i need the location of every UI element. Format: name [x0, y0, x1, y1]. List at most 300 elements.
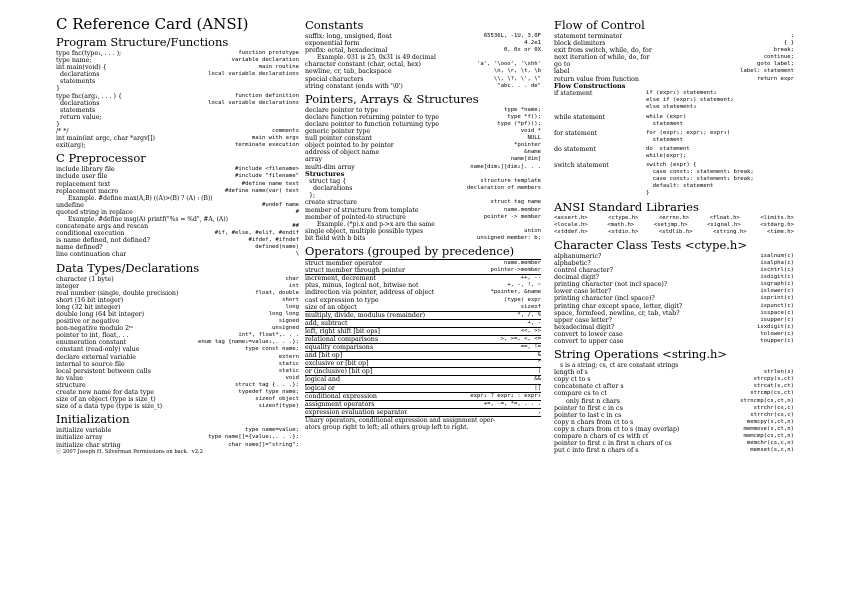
- construction-name: do statement: [554, 145, 596, 153]
- row-code: local variable declarations: [208, 99, 299, 106]
- row-description: declarations: [305, 185, 353, 193]
- column-2: [305, 16, 541, 431]
- row-code: char: [285, 275, 299, 282]
- operator-group: [305, 344, 541, 352]
- row-code: strlen(s): [763, 369, 794, 376]
- column-1: [56, 0, 299, 456]
- table-row: [554, 376, 794, 383]
- table-row: [305, 289, 541, 296]
- table-row: [554, 267, 794, 274]
- row-description: no value: [56, 374, 83, 382]
- table-row: [56, 181, 299, 188]
- table-row: [305, 320, 541, 327]
- table-row: [554, 33, 794, 40]
- row-code: type const name;: [245, 346, 299, 353]
- construction-name: for statement: [554, 129, 598, 137]
- row-description: type fnc(arg₁, . . . ) {: [56, 92, 123, 100]
- table-row: [305, 142, 541, 149]
- structures-table: [305, 178, 541, 199]
- library-header: <stdarg.h>: [760, 221, 794, 228]
- row-description: only first n chars: [554, 397, 621, 405]
- row-description: include library file: [56, 166, 115, 174]
- row-code: name[dim]: [510, 156, 541, 163]
- library-header: <float.h>: [709, 214, 740, 221]
- string-table: [554, 369, 794, 454]
- table-row: [56, 332, 299, 339]
- table-row: [305, 107, 541, 114]
- heading-preprocessor: C Preprocessor: [56, 151, 146, 166]
- table-row: [554, 295, 794, 302]
- row-description: name defined?: [56, 244, 103, 252]
- row-code: #include <filename>: [235, 166, 299, 173]
- row-code: unsigned member: b;: [477, 234, 541, 241]
- row-code: isalpha(c): [760, 259, 794, 266]
- row-description: logical and: [305, 376, 340, 384]
- row-code: isprint(c): [760, 295, 794, 302]
- table-row: [56, 311, 299, 318]
- operators-note: Unary operators, conditional expression and assignment oper- ators group right to left; all others group left to right.: [305, 416, 496, 431]
- row-code: ispunct(c): [760, 302, 794, 309]
- row-code: &&: [534, 376, 541, 383]
- row-description: multiply, divide, modulus (remainder): [305, 311, 426, 319]
- row-code: ||: [534, 384, 541, 391]
- row-description: include user file: [56, 173, 108, 181]
- table-row: [305, 385, 541, 392]
- row-description: increment, decrement: [305, 275, 376, 283]
- row-description: multi-dim array: [305, 163, 355, 171]
- row-description: statements: [56, 106, 96, 114]
- table-row: [305, 214, 541, 221]
- table-row: [554, 303, 794, 310]
- table-row: [56, 346, 299, 353]
- row-description: copy n chars from ct to s: [554, 418, 634, 426]
- row-code: \\, \?, \', \": [493, 75, 541, 82]
- row-description: cast expression to type: [305, 296, 379, 304]
- heading-structures: Structures: [305, 169, 345, 178]
- preprocessor-table-3: [56, 223, 299, 258]
- row-code: \n, \r, \t, \b: [493, 68, 541, 75]
- row-code: ++, --: [520, 275, 541, 282]
- table-row: [56, 251, 299, 258]
- operator-group: [305, 393, 541, 401]
- table-row: [56, 276, 299, 283]
- table-row: [554, 398, 794, 405]
- footer: ⓒ 2007 Joseph H. Silverman Permissions on back. v2.2: [56, 448, 203, 455]
- operator-group: [305, 328, 541, 336]
- heading-data-types: Data Types/Declarations: [56, 260, 200, 275]
- flow-construction-row: [554, 162, 794, 197]
- library-row: [554, 222, 794, 229]
- library-header: <setjmp.h>: [653, 221, 688, 228]
- heading-operators: Operators (grouped by precedence): [305, 244, 515, 259]
- row-description: exclusive or [bit op]: [305, 360, 369, 368]
- row-code: #include "filename": [235, 173, 299, 180]
- row-description: equality comparisons: [305, 344, 374, 352]
- table-row: [56, 50, 299, 57]
- table-row: [305, 344, 541, 351]
- construction-code: while (expr) statement: [646, 113, 687, 127]
- row-description: concatenate args and rescan: [56, 223, 149, 231]
- string-note: s is a string; cs, ct are constant strings: [560, 362, 679, 370]
- row-code: "abc. . . de": [497, 82, 541, 89]
- row-description: struct tag {: [305, 178, 347, 186]
- row-code: defined(name): [255, 244, 299, 251]
- row-code: long: [285, 303, 299, 310]
- row-description: alphabetic?: [554, 259, 591, 267]
- row-description: address of object name: [305, 149, 380, 157]
- table-row: [554, 369, 794, 376]
- row-description: control character?: [554, 267, 613, 275]
- row-description: initialize array: [56, 434, 103, 442]
- row-code: void: [285, 374, 299, 381]
- row-code: memchr(cs,c,n): [746, 440, 794, 447]
- row-code: { }: [783, 40, 794, 47]
- row-description: local persistent between calls: [56, 367, 151, 375]
- construction-code: if (expr₁) statement₁ else if (expr₂) statement₂ else statement₃: [646, 90, 734, 111]
- table-row: [554, 47, 794, 54]
- row-code: main with args: [251, 135, 299, 142]
- table-row: [56, 283, 299, 290]
- constants-table-2: [305, 61, 541, 89]
- flow-construction-row: [554, 114, 794, 128]
- row-code: break;: [773, 47, 794, 54]
- row-code: &: [537, 352, 541, 359]
- table-row: [56, 297, 299, 304]
- row-description: short (16 bit integer): [56, 296, 124, 304]
- row-code: strcat(s,ct): [753, 383, 794, 390]
- row-description: initialize char string: [56, 441, 121, 449]
- row-description: expression evaluation separator: [305, 408, 408, 416]
- table-row: [554, 40, 794, 47]
- row-description: size of an object: [305, 303, 357, 311]
- table-row: [56, 396, 299, 403]
- table-row: [554, 260, 794, 267]
- preprocessor-example-1: Example. #define max(A,B) ((A)>(B) ? (A) : (B)): [68, 194, 213, 202]
- row-description: compare n chars of cs with ct: [554, 433, 649, 440]
- heading-constants: Constants: [305, 18, 364, 32]
- row-code: isspace(c): [760, 309, 794, 316]
- table-row: [56, 188, 299, 195]
- row-description: indirection via pointer, address of object: [305, 289, 435, 297]
- row-code: static: [278, 367, 299, 374]
- row-description: internal to source file: [56, 360, 125, 368]
- table-row: [554, 317, 794, 324]
- row-description: long (32 bit integer): [56, 303, 121, 311]
- table-row: [56, 427, 299, 434]
- heading-character-class: Character Class Tests <ctype.h>: [554, 237, 747, 252]
- row-description: conditional expression: [305, 392, 377, 400]
- table-row: [56, 434, 299, 441]
- table-row: [305, 192, 541, 199]
- row-description: upper case letter?: [554, 316, 613, 324]
- library-header: <assert.h>: [554, 214, 588, 221]
- table-row: [56, 166, 299, 173]
- table-row: [305, 368, 541, 375]
- row-code: static: [278, 360, 299, 367]
- table-row: [305, 76, 541, 83]
- row-description: exit from switch, while, do, for: [554, 47, 652, 55]
- row-description: }: [56, 85, 61, 93]
- table-row: [305, 83, 541, 90]
- table-row: [554, 68, 794, 75]
- table-row: [305, 33, 541, 40]
- row-description: plus, minus, logical not, bitwise not: [305, 282, 419, 290]
- table-row: [56, 202, 299, 209]
- row-code: &name: [524, 149, 541, 156]
- row-code: long long: [268, 311, 299, 317]
- row-description: type name;: [56, 57, 92, 65]
- table-row: [56, 121, 299, 128]
- row-code: memmove(s,ct,n): [743, 425, 794, 432]
- table-row: [305, 185, 541, 192]
- library-header: <limits.h>: [760, 214, 794, 221]
- row-description: return value;: [56, 113, 102, 121]
- row-code: |: [537, 368, 541, 375]
- table-row: [56, 85, 299, 92]
- table-row: [305, 393, 541, 400]
- row-code: iscntrl(c): [760, 267, 794, 274]
- table-row: [56, 57, 299, 64]
- row-code: 0, 0x or 0X: [503, 47, 541, 54]
- row-description: declarations: [56, 71, 100, 79]
- ctype-table: [554, 253, 794, 345]
- operator-group: [305, 320, 541, 328]
- table-row: [56, 230, 299, 237]
- row-description: compare cs to ct: [554, 390, 607, 398]
- table-row: [554, 447, 794, 454]
- table-row: [305, 47, 541, 54]
- row-description: constant (read-only) value: [56, 346, 140, 354]
- preprocessor-table: [56, 166, 299, 194]
- row-description: declare pointer to type: [305, 106, 379, 114]
- row-description: generic pointer type: [305, 128, 371, 136]
- row-description: pointer to int, float,. . .: [56, 332, 129, 340]
- row-description: integer: [56, 282, 80, 290]
- row-description: lower case letter?: [554, 288, 612, 296]
- row-description: add, subtract: [305, 319, 348, 327]
- row-code: function prototype: [238, 50, 299, 56]
- row-code: #define name(var) text: [224, 187, 299, 194]
- table-row: [56, 375, 299, 382]
- heading-flow-of-control: Flow of Control: [554, 18, 645, 32]
- row-code: declaration of members: [466, 185, 541, 192]
- table-row: [56, 368, 299, 375]
- row-code: >, >=, <, <=: [500, 335, 541, 342]
- table-row: [554, 412, 794, 419]
- table-row: [56, 361, 299, 368]
- row-description: create new name for data type: [56, 389, 155, 397]
- preprocessor-example-2: Example. #define msg(A) printf("%s = %d", #A, (A)): [68, 215, 228, 223]
- table-row: [305, 297, 541, 304]
- row-code: #if, #else, #elif, #endif: [214, 230, 299, 237]
- row-description: statements: [56, 78, 96, 86]
- heading-initialization: Initialization: [56, 412, 130, 427]
- constants-example: Example. 031 is 25, 0x31 is 49 decimal: [317, 54, 436, 62]
- operators-table: [305, 259, 541, 417]
- row-code: isgraph(c): [760, 281, 794, 288]
- row-description: character (1 byte): [56, 275, 114, 283]
- row-code: ^: [537, 360, 541, 367]
- table-row: [56, 389, 299, 396]
- row-description: assignment operators: [305, 400, 375, 408]
- table-row: [56, 290, 299, 297]
- row-description: or (inclusive) [bit op]: [305, 368, 373, 376]
- row-code: tolower(c): [760, 330, 794, 337]
- row-description: next iteration of while, do, for: [554, 54, 650, 62]
- row-code: memset(s,c,n): [750, 447, 794, 454]
- row-code: enum tag {name₁=value₁,. . .};: [197, 339, 299, 346]
- table-row: [56, 318, 299, 325]
- row-description: newline, cr, tab, backspace: [305, 68, 392, 76]
- table-row: [554, 331, 794, 338]
- table-row: [305, 401, 541, 408]
- row-code: pointer -> member: [483, 213, 541, 220]
- library-header: <math.h>: [607, 221, 635, 228]
- row-description: double long (64 bit integer): [56, 311, 145, 318]
- row-code: +, -, !, ~: [507, 282, 541, 289]
- row-description: int main(int argc, char *argv[]): [56, 135, 155, 143]
- row-code: short: [282, 296, 299, 303]
- row-description: statement terminator: [554, 33, 623, 40]
- table-row: [554, 310, 794, 317]
- table-row: [305, 260, 541, 267]
- library-row: [554, 215, 794, 222]
- row-code: type name[]={value₁,. . .};: [208, 434, 299, 441]
- row-description: size of a data type (type is size_t): [56, 403, 163, 411]
- row-code: type *f();: [507, 113, 541, 120]
- row-description: declare external variable: [56, 353, 137, 361]
- pointers-table-3: [305, 228, 541, 242]
- table-row: [305, 376, 541, 383]
- row-code: main routine: [258, 64, 299, 71]
- table-row: [56, 142, 299, 149]
- flow-construction-row: [554, 130, 794, 144]
- table-row: [305, 352, 541, 359]
- row-description: type fnc(type₁, . . . );: [56, 50, 122, 57]
- row-description: bit field with b bits: [305, 234, 366, 242]
- heading-pointers: Pointers, Arrays & Structures: [305, 91, 479, 106]
- row-description: null pointer constant: [305, 135, 372, 143]
- construction-code: for (expr₁; expr₂; expr₃) statement: [646, 129, 731, 143]
- row-description: line continuation char: [56, 251, 127, 259]
- table-row: [56, 209, 299, 216]
- preprocessor-table-2: [56, 202, 299, 216]
- row-description: member of pointed-to structure: [305, 213, 406, 221]
- row-description: block delimiters: [554, 40, 606, 48]
- row-code: *pointer: [514, 142, 541, 149]
- row-code: int: [288, 282, 299, 289]
- row-code: sizeof object: [255, 396, 299, 403]
- row-code: #: [295, 208, 299, 215]
- table-row: [305, 282, 541, 289]
- table-row: [305, 360, 541, 367]
- operator-group: [305, 368, 541, 376]
- operator-group: [305, 352, 541, 360]
- table-row: [305, 178, 541, 185]
- row-description: replacement text: [56, 180, 111, 188]
- table-row: [305, 135, 541, 142]
- row-description: left, right shift [bit ops]: [305, 327, 380, 335]
- row-code: type name=value;: [245, 427, 299, 434]
- row-code: terminate execution: [235, 142, 299, 149]
- libraries-grid: [554, 215, 794, 236]
- table-row: [56, 354, 299, 361]
- row-code: goto label;: [756, 61, 794, 68]
- table-row: [56, 107, 299, 114]
- construction-name: while statement: [554, 113, 606, 121]
- table-row: [56, 223, 299, 230]
- row-code: typedef type name;: [238, 389, 299, 396]
- table-row: [56, 244, 299, 251]
- row-description: undefine: [56, 201, 84, 209]
- flow-table: [554, 33, 794, 83]
- row-code: strcmp(cs,ct): [750, 390, 794, 397]
- row-description: string constant (ends with '\0'): [305, 82, 403, 90]
- table-row: [56, 382, 299, 389]
- row-description: declare function returning pointer to type: [305, 113, 439, 121]
- row-description: object pointed to by pointer: [305, 142, 394, 150]
- table-row: [554, 281, 794, 288]
- row-description: pointer to first c in first n chars of cs: [554, 440, 672, 448]
- table-row: [305, 228, 541, 235]
- heading-standard-libraries: ANSI Standard Libraries: [554, 199, 699, 214]
- row-code: sizeof(type): [258, 403, 299, 410]
- operator-group: [305, 312, 541, 320]
- row-code: ;: [790, 33, 794, 39]
- table-row: [305, 40, 541, 47]
- row-code: 4.2e1: [524, 40, 541, 47]
- row-code: local variable declarations: [208, 71, 299, 78]
- row-code: islower(c): [760, 288, 794, 295]
- table-row: [305, 121, 541, 128]
- row-code: function definition: [235, 92, 299, 99]
- row-description: concatenate ct after s: [554, 383, 624, 391]
- row-description: is name defined, not defined?: [56, 237, 151, 245]
- row-code: isalnum(c): [760, 252, 794, 259]
- table-row: [56, 403, 299, 410]
- row-code: struct tag name: [490, 199, 541, 206]
- row-description: suffix: long, unsigned, float: [305, 33, 392, 40]
- heading-flow-constructions: Flow Constructions: [554, 81, 626, 90]
- row-code: #define name text: [241, 180, 299, 187]
- row-description: logical or: [305, 384, 335, 392]
- table-row: [305, 68, 541, 75]
- row-description: exponential form: [305, 40, 360, 48]
- table-row: [554, 433, 794, 440]
- row-description: member of structure from template: [305, 206, 419, 214]
- table-row: [554, 288, 794, 295]
- library-header: <locale.h>: [554, 221, 588, 228]
- pointers-table-2: [305, 199, 541, 220]
- row-description: initialize variable: [56, 427, 112, 435]
- construction-name: if statement: [554, 90, 593, 98]
- row-code: strcpy(s,ct): [753, 376, 794, 383]
- table-row: [305, 149, 541, 156]
- table-row: [305, 267, 541, 274]
- table-row: [56, 64, 299, 71]
- row-code: strncmp(cs,ct,n): [740, 397, 794, 404]
- construction-code: do statement while(expr);: [646, 145, 690, 159]
- row-description: non-negative modulo 2ᵐ: [56, 325, 133, 333]
- row-description: conditional execution: [56, 230, 125, 238]
- row-code: ==, !=: [520, 344, 541, 351]
- row-code: char name[]="string";: [228, 441, 299, 448]
- operator-group: [305, 360, 541, 368]
- row-description: }: [56, 120, 61, 128]
- table-row: [554, 405, 794, 412]
- row-description: copy n chars from ct to s (may overlap): [554, 425, 680, 433]
- construction-name: switch statement: [554, 162, 609, 170]
